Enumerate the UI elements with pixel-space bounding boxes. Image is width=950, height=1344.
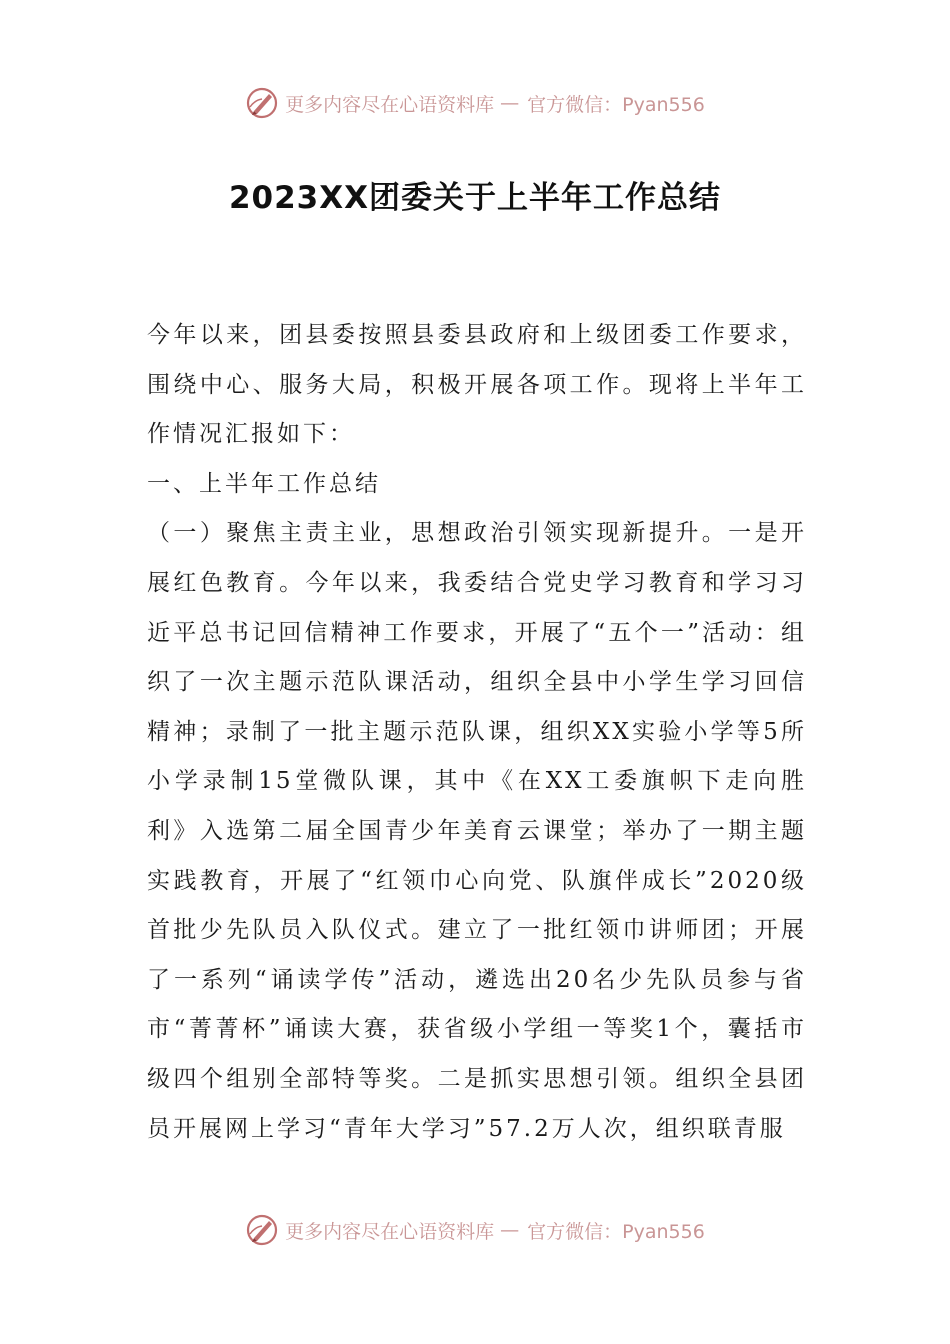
document-body — [147, 311, 807, 1154]
watermark-text: 更多内容尽在心语资料库 — [285, 1220, 495, 1243]
watermark-wechat: 官方微信：Pyan556 — [527, 1220, 705, 1243]
watermark-separator: — — [500, 92, 520, 114]
pen-logo-icon — [245, 1213, 279, 1247]
paragraph-intro: 今年以来，团县委按照县委县政府和上级团委工作要求，围绕中心、服务大局，积极开展各项工作。现将上半年工作情况汇报如下： — [147, 322, 807, 448]
document-title: 2023XX团委关于上半年工作总结 — [228, 180, 722, 216]
paragraph-section-1: （一）聚焦主责主业，思想政治引领实现新提升。一是开展红色教育。今年以来，我委结合党史学习教育和学习习近平总书记回信精神工作要求，开展了“五个一”活动：组织了一次主题示范队课活动，组织全县中小学生学习回信精神；录制了一批主题示范队课，组织XX实验小学等5所小学录制15堂微队课，其中《在XX工委旗帜下走向胜利》入选第二届全国青少年美育云课堂；举办了一期主题实践教育，开展了“红领巾心向党、队旗伴成长”2020级首批少先队员入队仪式。建立了一批红领巾讲师团；开展了一系列“诵读学传”活动，遴选出20名少先队员参与省市“菁菁杯”诵读大赛，获省级小学组一等奖1个，囊括市级四个组别全部特等奖。二是抓实思想引领。组织全县团员开展网上学习“青年大学习”57.2万人次，组织联青服 — [147, 520, 807, 1142]
watermark-wechat: 官方微信：Pyan556 — [527, 93, 705, 116]
section-heading: 一、上半年工作总结 — [147, 470, 381, 497]
watermark-text: 更多内容尽在心语资料库 — [285, 93, 495, 116]
pen-logo-icon — [245, 86, 279, 120]
footer-watermark — [0, 1213, 950, 1247]
watermark-separator: — — [500, 1219, 520, 1241]
header-watermark — [0, 86, 950, 120]
